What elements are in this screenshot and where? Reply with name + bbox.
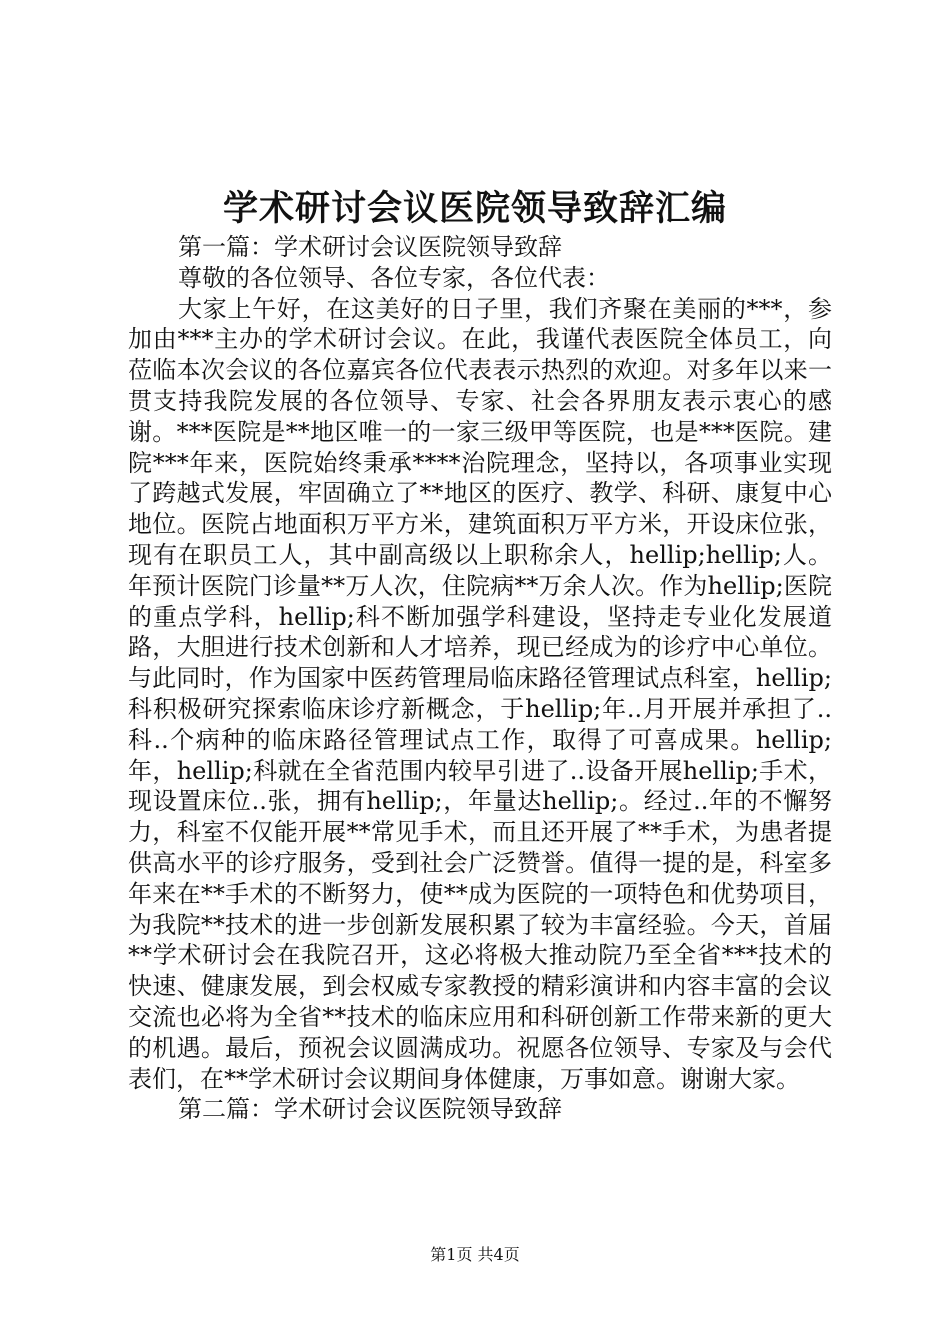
document-title: 学术研讨会议医院领导致辞汇编 [222,188,727,229]
page-number: 第1页 共4页 [430,1245,520,1264]
salutation: 尊敬的各位领导、各位专家，各位代表： [178,263,610,292]
speech-paragraph: 大家上午好，在这美好的日子里，我们齐聚在美丽的***，参加由***主办的学术研讨会议。在此，我谨代表医院全体员工，向莅临本次会议的各位嘉宾各位代表表示热烈的欢迎。对多年以来一贯支持我院发展的各位领导、专家、社会各界朋友表示衷心的感谢。***医院是**地区唯一的一家三级甲等医院，也是***医院。建院***年来，医院始终秉承****治院理念，坚持以，各项事业实现了跨越式发展，牢固确立了**地区的医疗、教学、科研、康复中心地位。医院占地面积万平方米，建筑面积万平方米，开设床位张，现有在职员工人，其中副高级以上职称余人，hellip;hellip;人。年预计医院门诊量**万人次，住院病**万余人次。作为hellip;医院的重点学科，hellip;科不断加强学科建设，坚持走专业化发展道路，大胆进行技术创新和人才培养，现已经成为的诊疗中心单位。与此同时，作为国家中医药管理局临床路径管理试点科室，hellip;科积极研究探索临床诊疗新概念，于hellip;年..月开展并承担了..科..个病种的临床路径管理试点工作，取得了可喜成果。hellip;年，hellip;科就在全省范围内较早引进了..设备开展hellip;手术，现设置床位..张，拥有hellip;，年量达hellip;。经过..年的不懈努力，科室不仅能开展**常见手术，而且还开展了**手术，为患者提供高水平的诊疗服务，受到社会广泛赞誉。值得一提的是，科室多年来在**手术的不断努力，使**成为医院的一项特色和优势项目，为我院**技术的进一步创新发展积累了较为丰富经验。今天，首届**学术研讨会在我院召开，这必将极大推动院乃至全省***技术的快速、健康发展，到会权威专家教授的精彩演讲和内容丰富的会议交流也必将为全省**技术的临床应用和科研创新工作带来新的更大的机遇。最后，预祝会议圆满成功。祝愿各位领导、专家及与会代表们，在**学术研讨会议期间身体健康，万事如意。谢谢大家。 [128,294,832,1093]
section-heading-1: 第一篇：学术研讨会议医院领导致辞 [178,233,562,261]
section-heading-2: 第二篇：学术研讨会议医院领导致辞 [178,1095,562,1124]
document-body [128,232,832,1125]
